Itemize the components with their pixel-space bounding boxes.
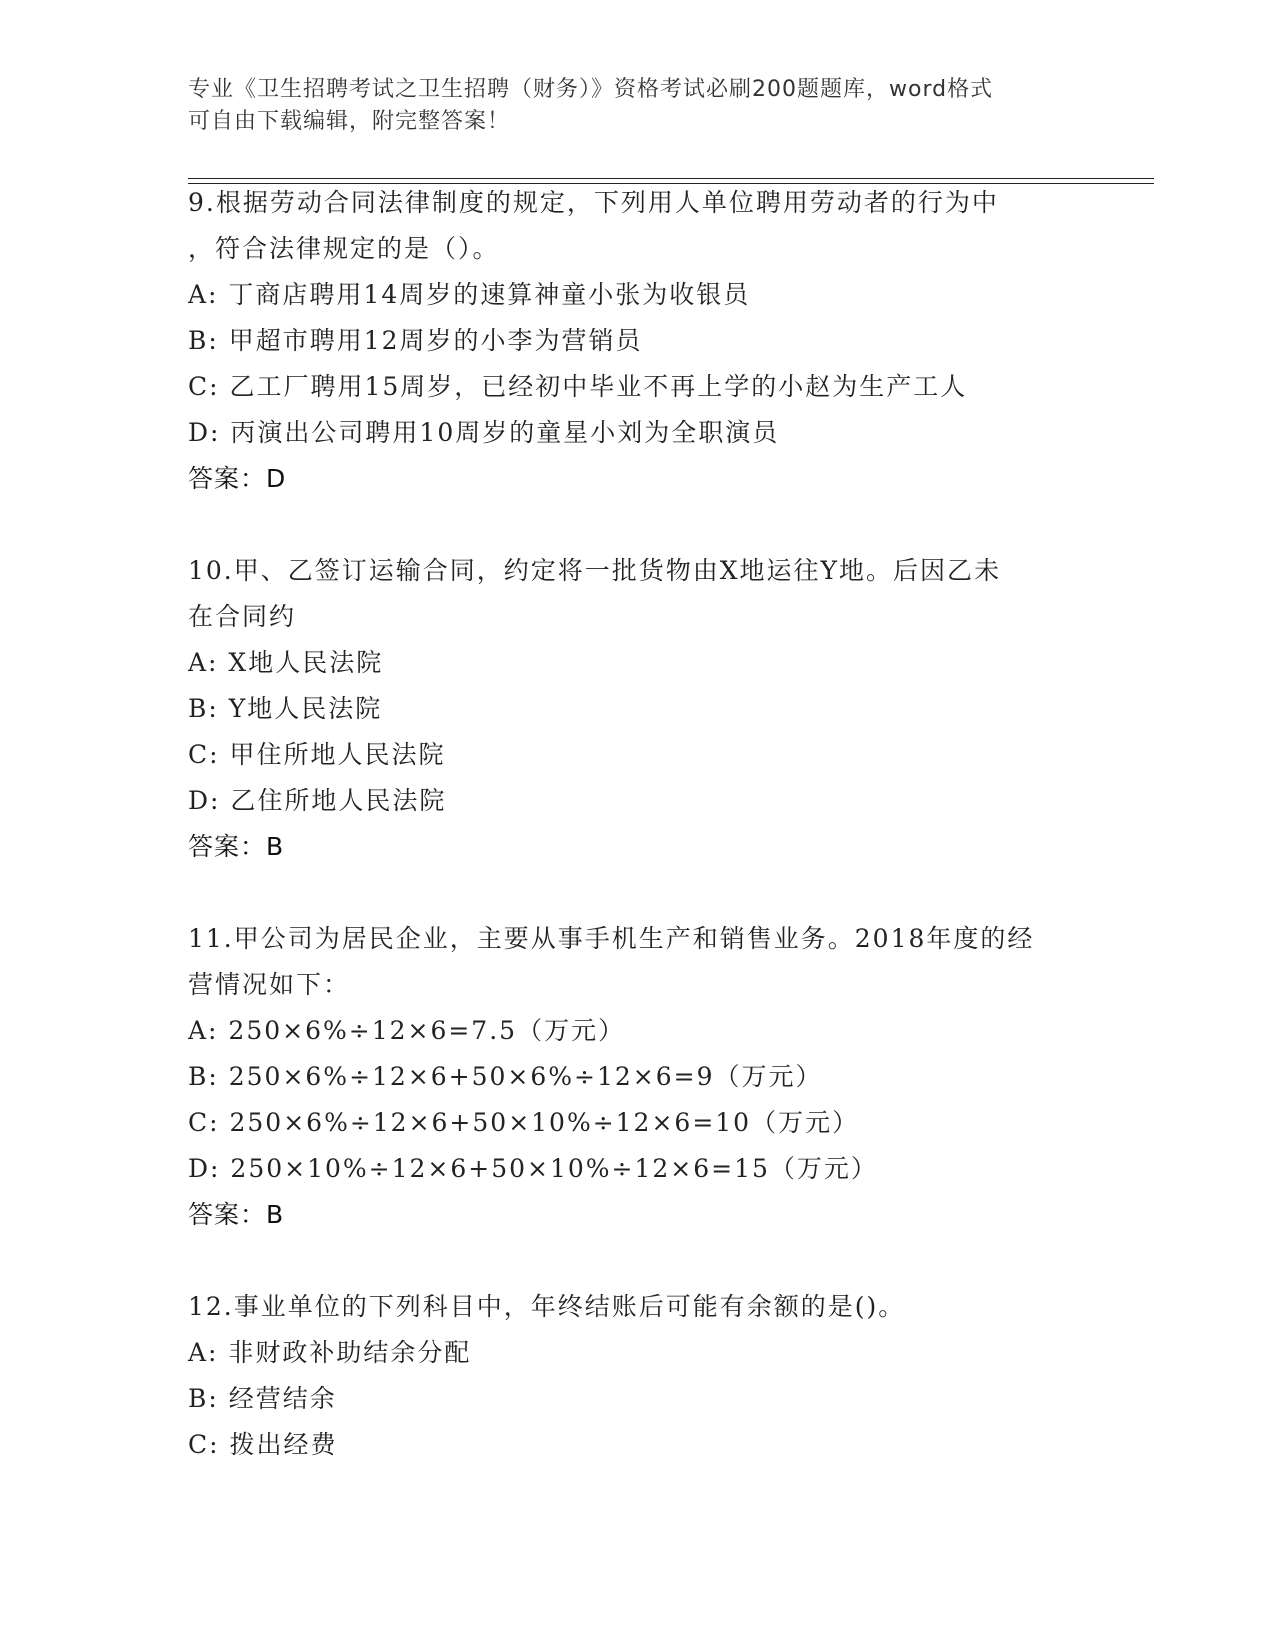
question-stem: 12.事业单位的下列科目中，年终结账后可能有余额的是()。 bbox=[188, 1292, 906, 1321]
option-d: D: 丙演出公司聘用10周岁的童星小刘为全职演员 bbox=[188, 418, 780, 447]
question-9 bbox=[188, 180, 1088, 502]
header-line-1: 专业《卫生招聘考试之卫生招聘（财务）》资格考试必刷200题题库，word格式 bbox=[188, 77, 994, 102]
question-10 bbox=[188, 548, 1088, 870]
question-stem: 10.甲、乙签订运输合同，约定将一批货物由X地运往Y地。后因乙未 bbox=[188, 556, 1002, 585]
option-b: B: Y地人民法院 bbox=[188, 694, 383, 723]
answer: 答案：B bbox=[188, 832, 285, 861]
option-a: A: 丁商店聘用14周岁的速算神童小张为收银员 bbox=[188, 280, 751, 309]
question-stem-continued: ，符合法律规定的是（）。 bbox=[188, 234, 500, 263]
question-stem: 9.根据劳动合同法律制度的规定，下列用人单位聘用劳动者的行为中 bbox=[188, 188, 999, 217]
option-c: C: 250×6%÷12×6+50×10%÷12×6=10（万元） bbox=[188, 1108, 860, 1137]
option-c: C: 拨出经费 bbox=[188, 1430, 338, 1459]
option-b: B: 甲超市聘用12周岁的小李为营销员 bbox=[188, 326, 643, 355]
question-stem-continued: 营情况如下： bbox=[188, 970, 351, 999]
answer: 答案：B bbox=[188, 1200, 285, 1229]
question-11 bbox=[188, 916, 1088, 1238]
option-a: A: 250×6%÷12×6=7.5（万元） bbox=[188, 1016, 626, 1045]
header-line-2: 可自由下载编辑，附完整答案！ bbox=[188, 109, 511, 134]
option-a: A: X地人民法院 bbox=[188, 648, 384, 677]
header-divider-top bbox=[188, 178, 1154, 179]
option-b: B: 经营结余 bbox=[188, 1384, 337, 1413]
option-a: A: 非财政补助结余分配 bbox=[188, 1338, 472, 1367]
option-b: B: 250×6%÷12×6+50×6%÷12×6=9（万元） bbox=[188, 1062, 823, 1091]
option-c: C: 甲住所地人民法院 bbox=[188, 740, 446, 769]
document-header bbox=[188, 74, 1088, 138]
option-c: C: 乙工厂聘用15周岁，已经初中毕业不再上学的小赵为生产工人 bbox=[188, 372, 968, 401]
question-stem-continued: 在合同约 bbox=[188, 602, 297, 631]
answer: 答案：D bbox=[188, 464, 287, 493]
question-stem: 11.甲公司为居民企业，主要从事手机生产和销售业务。2018年度的经 bbox=[188, 924, 1035, 953]
question-12 bbox=[188, 1284, 1088, 1468]
option-d: D: 250×10%÷12×6+50×10%÷12×6=15（万元） bbox=[188, 1154, 878, 1183]
option-d: D: 乙住所地人民法院 bbox=[188, 786, 447, 815]
